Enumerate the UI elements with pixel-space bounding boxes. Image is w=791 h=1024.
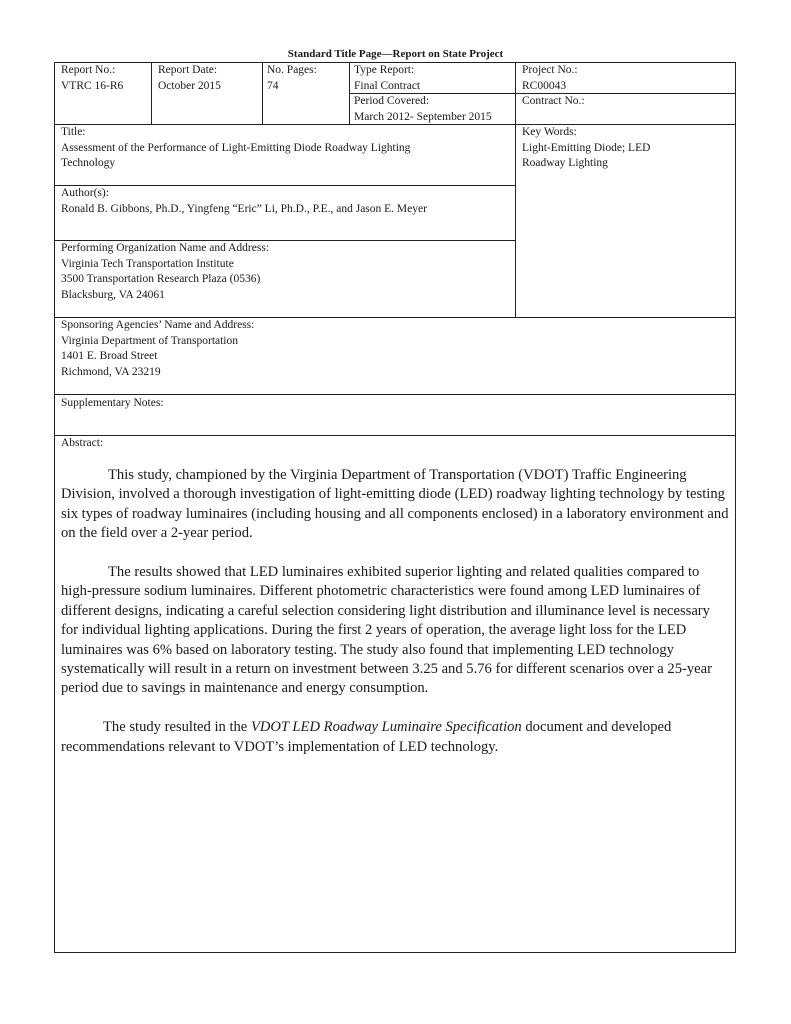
no-pages-value: 74 — [267, 79, 279, 92]
column-divider — [262, 62, 263, 124]
authors-label: Author(s): — [61, 187, 109, 199]
report-no-cell — [61, 63, 123, 94]
page-title: Standard Title Page—Report on State Project — [287, 48, 504, 60]
abstract-paragraph-2: The results showed that LED luminaires exhibited superior lighting and related qualities compared to high-pressure sodium luminaires. Different photometric characteristics were found among LED luminaires of different designs, indicating a careful selection considering light distribution and illuminance level is necessary for individual lighting applications. During the first 2 years of operation, the average light loss for the LED luminaires was 6% based on laboratory testing. The study also found that implementing LED technology systematically will result in a return on investment between 3.25 and 5.76 for different scenarios over a 25-year period due to savings in maintenance and energy consumption. — [61, 564, 712, 697]
performing-org-line: 3500 Transportation Research Plaza (0536) — [61, 273, 261, 285]
title-line-2: Technology — [61, 157, 116, 169]
abstract-paragraph-1: This study, championed by the Virginia Department of Transportation (VDOT) Traffic Engineering Division, involved a thorough investigation of light-emitting diode (LED) roadway lighting technology by testing six types of roadway luminaires (including housing and all components enclosed) in a laboratory environment and on the field over a 2-year period. — [61, 467, 729, 542]
performing-org-label: Performing Organization Name and Address: — [61, 242, 270, 254]
sponsoring-line: Virginia Department of Transportation — [61, 334, 239, 347]
key-words-cell — [522, 125, 650, 172]
no-pages-cell — [267, 63, 317, 94]
abstract-paragraph-3 — [61, 718, 729, 757]
report-no-value: VTRC 16-R6 — [61, 79, 124, 92]
type-report-label: Type Report: — [354, 64, 415, 76]
report-no-label: Report No.: — [61, 64, 116, 76]
column-divider — [515, 62, 516, 317]
sponsoring-cell — [61, 318, 254, 380]
type-report-cell — [354, 63, 420, 94]
period-covered-value: March 2012- September 2015 — [354, 110, 492, 123]
period-covered-label: Period Covered: — [354, 95, 430, 107]
title-cell — [61, 125, 410, 172]
key-words-line-1: Light-Emitting Diode; LED — [522, 141, 651, 154]
abstract-p3-text: The study resulted in the — [103, 719, 251, 736]
column-divider — [349, 62, 350, 124]
sponsoring-line: 1401 E. Broad Street — [61, 350, 158, 362]
report-date-label: Report Date: — [158, 64, 218, 76]
abstract-body — [61, 466, 729, 776]
sponsoring-label: Sponsoring Agencies’ Name and Address: — [61, 319, 255, 331]
no-pages-label: No. Pages: — [267, 64, 317, 76]
key-words-line-2: Roadway Lighting — [522, 157, 608, 169]
performing-org-line: Virginia Tech Transportation Institute — [61, 257, 234, 270]
row-divider — [54, 394, 736, 395]
title-label: Title: — [61, 126, 86, 138]
column-divider — [151, 62, 152, 124]
abstract-p3-text: document and developed recommendations relevant to VDOT’s implementation of LED technology. — [61, 719, 672, 755]
performing-org-cell — [61, 241, 269, 303]
period-covered-cell — [354, 94, 492, 125]
supplementary-cell — [61, 396, 164, 412]
sponsoring-line: Richmond, VA 23219 — [61, 365, 161, 378]
report-date-value: October 2015 — [158, 79, 221, 92]
project-no-cell — [522, 63, 578, 94]
row-divider — [54, 435, 736, 436]
abstract-label: Abstract: — [61, 437, 104, 449]
authors-cell — [61, 186, 427, 217]
report-date-cell — [158, 63, 221, 94]
supplementary-label: Supplementary Notes: — [61, 397, 164, 409]
key-words-label: Key Words: — [522, 126, 577, 138]
specification-title: VDOT LED Roadway Luminaire Specification — [250, 719, 522, 736]
type-report-value: Final Contract — [354, 79, 421, 92]
project-no-label: Project No.: — [522, 64, 578, 76]
performing-org-line: Blacksburg, VA 24061 — [61, 288, 165, 301]
title-line-1: Assessment of the Performance of Light-Emitting Diode Roadway Lighting — [61, 141, 411, 154]
contract-no-cell — [522, 94, 585, 110]
contract-no-label: Contract No.: — [522, 95, 585, 107]
authors-value: Ronald B. Gibbons, Ph.D., Yingfeng “Eric” Li, Ph.D., P.E., and Jason E. Meyer — [61, 202, 427, 215]
project-no-value: RC00043 — [522, 79, 567, 92]
